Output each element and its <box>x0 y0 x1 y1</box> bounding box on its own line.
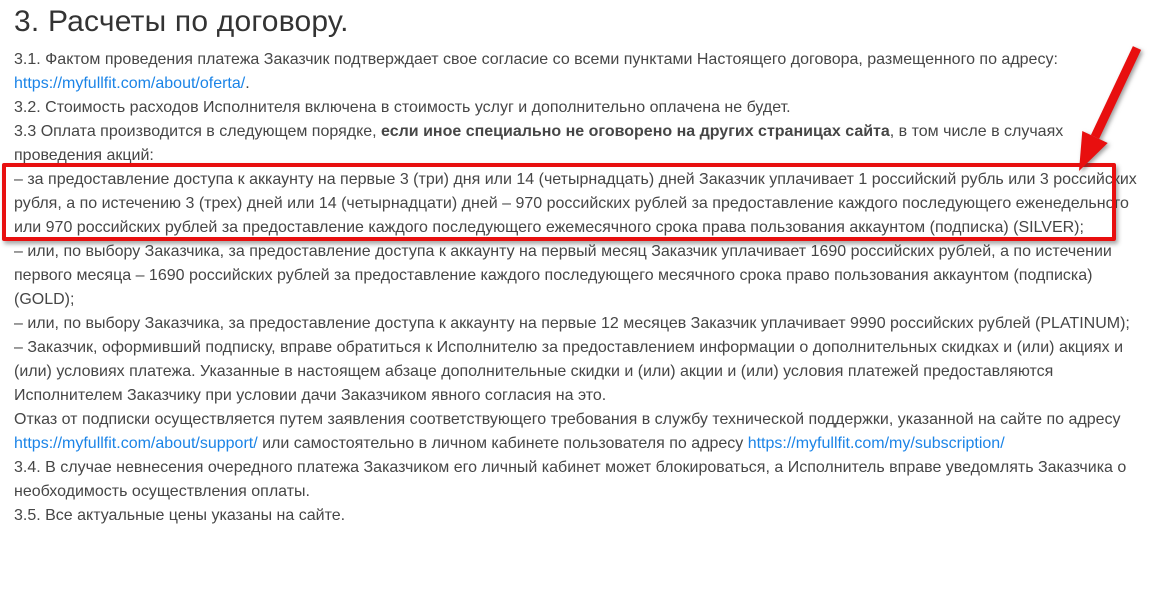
clause-3-3-post: , в том числе в случаях проведения акций: <box>14 123 1064 164</box>
clause-unsubscribe <box>14 408 1144 456</box>
section-title: 3. Расчеты по договору. <box>14 5 349 38</box>
clause-3-5: 3.5. Все актуальные цены указаны на сайте. <box>14 507 346 524</box>
clause-3-1 <box>14 48 1144 96</box>
support-link[interactable]: https://myfullfit.com/about/support/ <box>14 435 258 452</box>
clause-3-3 <box>14 120 1144 168</box>
clause-gold-tariff: – или, по выбору Заказчика, за предоставление доступа к аккаунту на первый месяц Заказчик уплачивает 1690 российских рублей, а по истечении первого месяца – 1690 российских рублей за предоставление каждого последующего месячного срока право пользования аккаунтом (подписка) (GOLD); <box>14 243 1112 308</box>
clause-platinum-tariff: – или, по выбору Заказчика, за предоставление доступа к аккаунту на первые 12 месяцев Заказчик уплачивает 9990 российских рублей (PLATINUM); <box>14 315 1130 332</box>
clause-3-1-text: 3.1. Фактом проведения платежа Заказчик подтверждает свое согласие со всеми пунктами Настоящего договора, размещенного по адресу: <box>14 51 1058 68</box>
clause-silver-tariff <box>14 168 1144 240</box>
clause-silver-text: – за предоставление доступа к аккаунту на первые 3 (три) дня или 14 (четырнадцать) дней Заказчик уплачивает 1 российский рубль или 3 российских рубля, а по истечению 3 (трех) дней или 14 (четырнадцати) дней – 970 российских рублей за предоставление каждого последующего еженедельного или 970 российских рублей за предоставление каждого последующего ежемесячного срока права пользования аккаунтом (подписка) (SILVER); <box>14 171 1137 236</box>
clause-3-4: 3.4. В случае невнесения очередного платежа Заказчиком его личный кабинет может блокироваться, а Исполнитель вправе уведомлять Заказчика о необходимость осуществления оплаты. <box>14 459 1127 500</box>
clause-unsubscribe-mid: или самостоятельно в личном кабинете пользователя по адресу <box>257 435 748 452</box>
contract-body <box>14 48 1144 528</box>
oferta-link[interactable]: https://myfullfit.com/about/oferta/ <box>14 75 246 92</box>
subscription-link[interactable]: https://myfullfit.com/my/subscription/ <box>747 435 1005 452</box>
clause-3-3-bold: если иное специально не оговорено на других страницах сайта <box>381 123 890 140</box>
clause-3-1-period: . <box>245 75 250 92</box>
clause-3-2: 3.2. Стоимость расходов Исполнителя включена в стоимость услуг и дополнительно оплачена не будет. <box>14 99 791 116</box>
clause-3-3-pre: 3.3 Оплата производится в следующем порядке, <box>14 123 382 140</box>
clause-unsubscribe-pre: Отказ от подписки осуществляется путем заявления соответствующего требования в службу технической поддержки, указанной на сайте по адресу <box>14 411 1121 428</box>
clause-discounts: – Заказчик, оформивший подписку, вправе обратиться к Исполнителю за предоставлением информации о дополнительных скидках и (или) акциях и (или) условиях платежа. Указанные в настоящем абзаце дополнительные скидки и (или) акции и (или) условия платежей предоставляются Исполнителем Заказчику при условии дачи Заказчиком явного согласия на это. <box>14 339 1123 404</box>
